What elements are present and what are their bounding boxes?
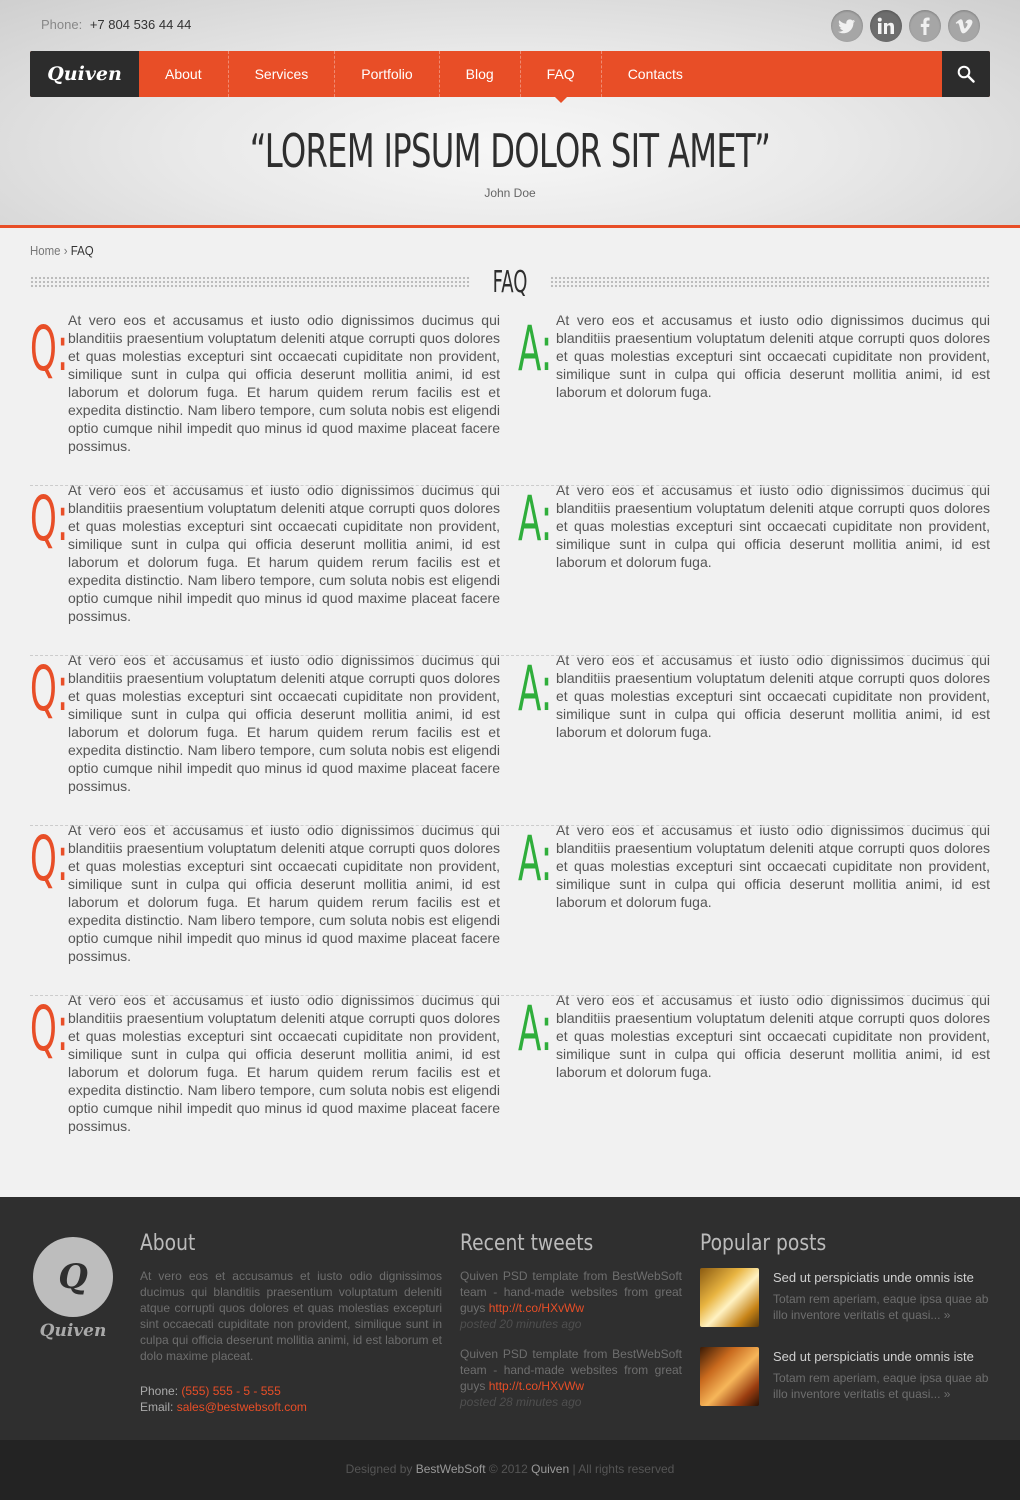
footer-about bbox=[140, 1231, 442, 1415]
designed-by-label: Designed by bbox=[345, 1462, 413, 1476]
footer-tweets bbox=[460, 1231, 682, 1424]
faq-question bbox=[30, 312, 500, 455]
footer-email bbox=[140, 1399, 442, 1415]
search-button[interactable] bbox=[942, 51, 990, 97]
breadcrumb-separator: › bbox=[63, 243, 68, 258]
question-marker: Q: bbox=[30, 652, 69, 725]
faq-answer bbox=[518, 992, 990, 1081]
answer-text: At vero eos et accusamus et iusto odio dignissimos ducimus qui blanditiis praesentium voluptatum deleniti atque corrupti quos dolores et quas molestias excepturi sint occaecati cupiditate non provident, similique sunt in culpa qui officia deserunt mollitia animi, id est laborum et dolorum fuga. bbox=[556, 312, 990, 400]
faq-answer bbox=[518, 482, 990, 571]
nav-menu bbox=[139, 51, 709, 97]
tweet-text: Quiven PSD template from BestWebSoft team - hand-made websites from great guys bbox=[460, 1347, 682, 1393]
nav-about[interactable]: About bbox=[165, 66, 202, 82]
footer-phone-number[interactable]: (555) 555 - 5 - 555 bbox=[181, 1384, 281, 1398]
linkedin-icon[interactable] bbox=[870, 10, 902, 42]
faq-answer bbox=[518, 822, 990, 911]
vimeo-icon[interactable] bbox=[948, 10, 980, 42]
page-footer bbox=[0, 1197, 1020, 1440]
footer-posts-title: Popular posts bbox=[700, 1231, 827, 1256]
faq-item bbox=[30, 992, 990, 1166]
footer-contact bbox=[140, 1383, 442, 1415]
logo-text: Quiven bbox=[47, 63, 122, 85]
question-text: At vero eos et accusamus et iusto odio dignissimos ducimus qui blanditiis praesentium voluptatum deleniti atque corrupti quos dolores et quas molestias excepturi sint occaecati cupiditate non provident, similique sunt in culpa qui officia deserunt mollitia animi, id est laborum et dolorum fuga. Et harum quidem rerum facilis est et expedita distinctio. Nam libero tempore, cum soluta nobis est eligendi optio cumque nihil impedit quo minus id quod maxime placeat facere possimus. bbox=[68, 482, 500, 624]
breadcrumb-home[interactable]: Home bbox=[30, 243, 61, 258]
nav-contacts[interactable]: Contacts bbox=[601, 51, 709, 97]
faq-item bbox=[30, 652, 990, 826]
social-links bbox=[831, 10, 980, 42]
post-excerpt: Totam rem aperiam, eaque ipsa quae ab illo inventore veritatis et quasi... » bbox=[773, 1371, 989, 1401]
footer-phone bbox=[140, 1383, 442, 1399]
tweet-time: posted 20 minutes ago bbox=[460, 1317, 582, 1331]
post-thumbnail[interactable] bbox=[700, 1347, 759, 1406]
popular-post[interactable] bbox=[700, 1347, 992, 1426]
question-marker: Q: bbox=[30, 992, 69, 1065]
nav-portfolio[interactable]: Portfolio bbox=[334, 51, 438, 97]
post-excerpt: Totam rem aperiam, eaque ipsa quae ab illo inventore veritatis et quasi... » bbox=[773, 1292, 989, 1322]
twitter-icon[interactable] bbox=[831, 10, 863, 42]
post-title[interactable]: Sed ut perspiciatis unde omnis iste bbox=[773, 1270, 974, 1285]
faq-item bbox=[30, 822, 990, 996]
main-navbar bbox=[30, 51, 990, 97]
copyright-year: © 2012 bbox=[488, 1462, 528, 1476]
nav-blog[interactable]: Blog bbox=[439, 51, 520, 97]
question-marker: Q: bbox=[30, 312, 69, 385]
search-icon bbox=[957, 65, 975, 83]
question-text: At vero eos et accusamus et iusto odio dignissimos ducimus qui blanditiis praesentium voluptatum deleniti atque corrupti quos dolores et quas molestias excepturi sint occaecati cupiditate non provident, similique sunt in culpa qui officia deserunt mollitia animi, id est laborum et dolorum fuga. Et harum quidem rerum facilis est et expedita distinctio. Nam libero tempore, cum soluta nobis est eligendi optio cumque nihil impedit quo minus id quod maxime placeat facere possimus. bbox=[68, 822, 500, 964]
faq-question bbox=[30, 992, 500, 1135]
tweet-item bbox=[460, 1268, 682, 1332]
faq-question bbox=[30, 652, 500, 795]
phone-number: +7 804 536 44 44 bbox=[89, 17, 192, 32]
footer-about-title: About bbox=[140, 1231, 196, 1256]
faq-question bbox=[30, 822, 500, 965]
answer-text: At vero eos et accusamus et iusto odio dignissimos ducimus qui blanditiis praesentium voluptatum deleniti atque corrupti quos dolores et quas molestias excepturi sint occaecati cupiditate non provident, similique sunt in culpa qui officia deserunt mollitia animi, id est laborum et dolorum fuga. bbox=[556, 652, 990, 740]
tweet-text: Quiven PSD template from BestWebSoft team - hand-made websites from great guys bbox=[460, 1269, 682, 1315]
faq-answer bbox=[518, 652, 990, 741]
phone-label: Phone: bbox=[41, 17, 83, 32]
faq-item bbox=[30, 312, 990, 486]
site-logo[interactable] bbox=[30, 51, 139, 97]
faq-item bbox=[30, 482, 990, 656]
header-phone bbox=[41, 17, 191, 32]
page-title: FAQ bbox=[492, 265, 528, 300]
breadcrumb-current: FAQ bbox=[70, 243, 94, 258]
tweet-link[interactable]: http://t.co/HXvWw bbox=[488, 1379, 585, 1393]
brand-link[interactable]: Quiven bbox=[531, 1462, 570, 1476]
post-thumbnail[interactable] bbox=[700, 1268, 759, 1327]
footer-phone-label: Phone: bbox=[140, 1384, 179, 1398]
question-text: At vero eos et accusamus et iusto odio dignissimos ducimus qui blanditiis praesentium voluptatum deleniti atque corrupti quos dolores et quas molestias excepturi sint occaecati cupiditate non provident, similique sunt in culpa qui officia deserunt mollitia animi, id est laborum et dolorum fuga. Et harum quidem rerum facilis est et expedita distinctio. Nam libero tempore, cum soluta nobis est eligendi optio cumque nihil impedit quo minus id quod maxime placeat facere possimus. bbox=[68, 652, 500, 794]
answer-text: At vero eos et accusamus et iusto odio dignissimos ducimus qui blanditiis praesentium voluptatum deleniti atque corrupti quos dolores et quas molestias excepturi sint occaecati cupiditate non provident, similique sunt in culpa qui officia deserunt mollitia animi, id est laborum et dolorum fuga. bbox=[556, 822, 990, 910]
nav-faq[interactable]: FAQ bbox=[520, 51, 601, 97]
footer-tweets-title: Recent tweets bbox=[460, 1231, 594, 1256]
answer-text: At vero eos et accusamus et iusto odio dignissimos ducimus qui blanditiis praesentium voluptatum deleniti atque corrupti quos dolores et quas molestias excepturi sint occaecati cupiditate non provident, similique sunt in culpa qui officia deserunt mollitia animi, id est laborum et dolorum fuga. bbox=[556, 992, 990, 1080]
answer-marker: A: bbox=[518, 482, 553, 555]
tweet-item bbox=[460, 1346, 682, 1410]
copyright-bar bbox=[0, 1440, 1020, 1500]
answer-marker: A: bbox=[518, 822, 553, 895]
faq-question bbox=[30, 482, 500, 625]
page-header bbox=[0, 0, 1020, 228]
answer-marker: A: bbox=[518, 312, 553, 385]
post-title[interactable]: Sed ut perspiciatis unde omnis iste bbox=[773, 1349, 974, 1364]
breadcrumb bbox=[30, 243, 94, 258]
footer-logo-text: Quiven bbox=[39, 1321, 107, 1341]
tweet-time: posted 28 minutes ago bbox=[460, 1395, 582, 1409]
footer-email-link[interactable]: sales@bestwebsoft.com bbox=[176, 1400, 307, 1414]
answer-text: At vero eos et accusamus et iusto odio dignissimos ducimus qui blanditiis praesentium voluptatum deleniti atque corrupti quos dolores et quas molestias excepturi sint occaecati cupiditate non provident, similique sunt in culpa qui officia deserunt mollitia animi, id est laborum et dolorum fuga. bbox=[556, 482, 990, 570]
question-text: At vero eos et accusamus et iusto odio dignissimos ducimus qui blanditiis praesentium voluptatum deleniti atque corrupti quos dolores et quas molestias excepturi sint occaecati cupiditate non provident, similique sunt in culpa qui officia deserunt mollitia animi, id est laborum et dolorum fuga. Et harum quidem rerum facilis est et expedita distinctio. Nam libero tempore, cum soluta nobis est eligendi optio cumque nihil impedit quo minus id quod maxime placeat facere possimus. bbox=[68, 992, 500, 1134]
nav-services[interactable]: Services bbox=[228, 51, 335, 97]
designer-link[interactable]: BestWebSoft bbox=[415, 1462, 486, 1476]
popular-post[interactable] bbox=[700, 1268, 992, 1347]
footer-logo-mark[interactable]: Q bbox=[33, 1237, 113, 1317]
answer-marker: A: bbox=[518, 992, 553, 1065]
footer-email-label: Email: bbox=[140, 1400, 174, 1414]
answer-marker: A: bbox=[518, 652, 553, 725]
faq-answer bbox=[518, 312, 990, 401]
footer-about-text: At vero eos et accusamus et iusto odio dignissimos ducimus qui blanditiis praesentium voluptatum deleniti atque corrupti quos dolores et quas molestias excepturi sint occaecati cupiditate non provident, similique sunt in culpa qui officia deserunt mollitia animi, id est laborum et dolo maxime placeat. bbox=[140, 1269, 442, 1363]
rights-text: | All rights reserved bbox=[572, 1462, 675, 1476]
section-heading bbox=[30, 265, 990, 300]
question-marker: Q: bbox=[30, 822, 69, 895]
tweet-link[interactable]: http://t.co/HXvWw bbox=[488, 1301, 585, 1315]
question-text: At vero eos et accusamus et iusto odio dignissimos ducimus qui blanditiis praesentium voluptatum deleniti atque corrupti quos dolores et quas molestias excepturi sint occaecati cupiditate non provident, similique sunt in culpa qui officia deserunt mollitia animi, id est laborum et dolorum fuga. Et harum quidem rerum facilis est et expedita distinctio. Nam libero tempore, cum soluta nobis est eligendi optio cumque nihil impedit quo minus id quod maxime placeat facere possimus. bbox=[68, 312, 500, 454]
hero-quote: “LOREM IPSUM DOLOR SIT AMET” bbox=[249, 124, 771, 178]
facebook-icon[interactable] bbox=[909, 10, 941, 42]
quote-author: John Doe bbox=[484, 186, 536, 200]
question-marker: Q: bbox=[30, 482, 69, 555]
footer-popular-posts bbox=[700, 1231, 992, 1426]
